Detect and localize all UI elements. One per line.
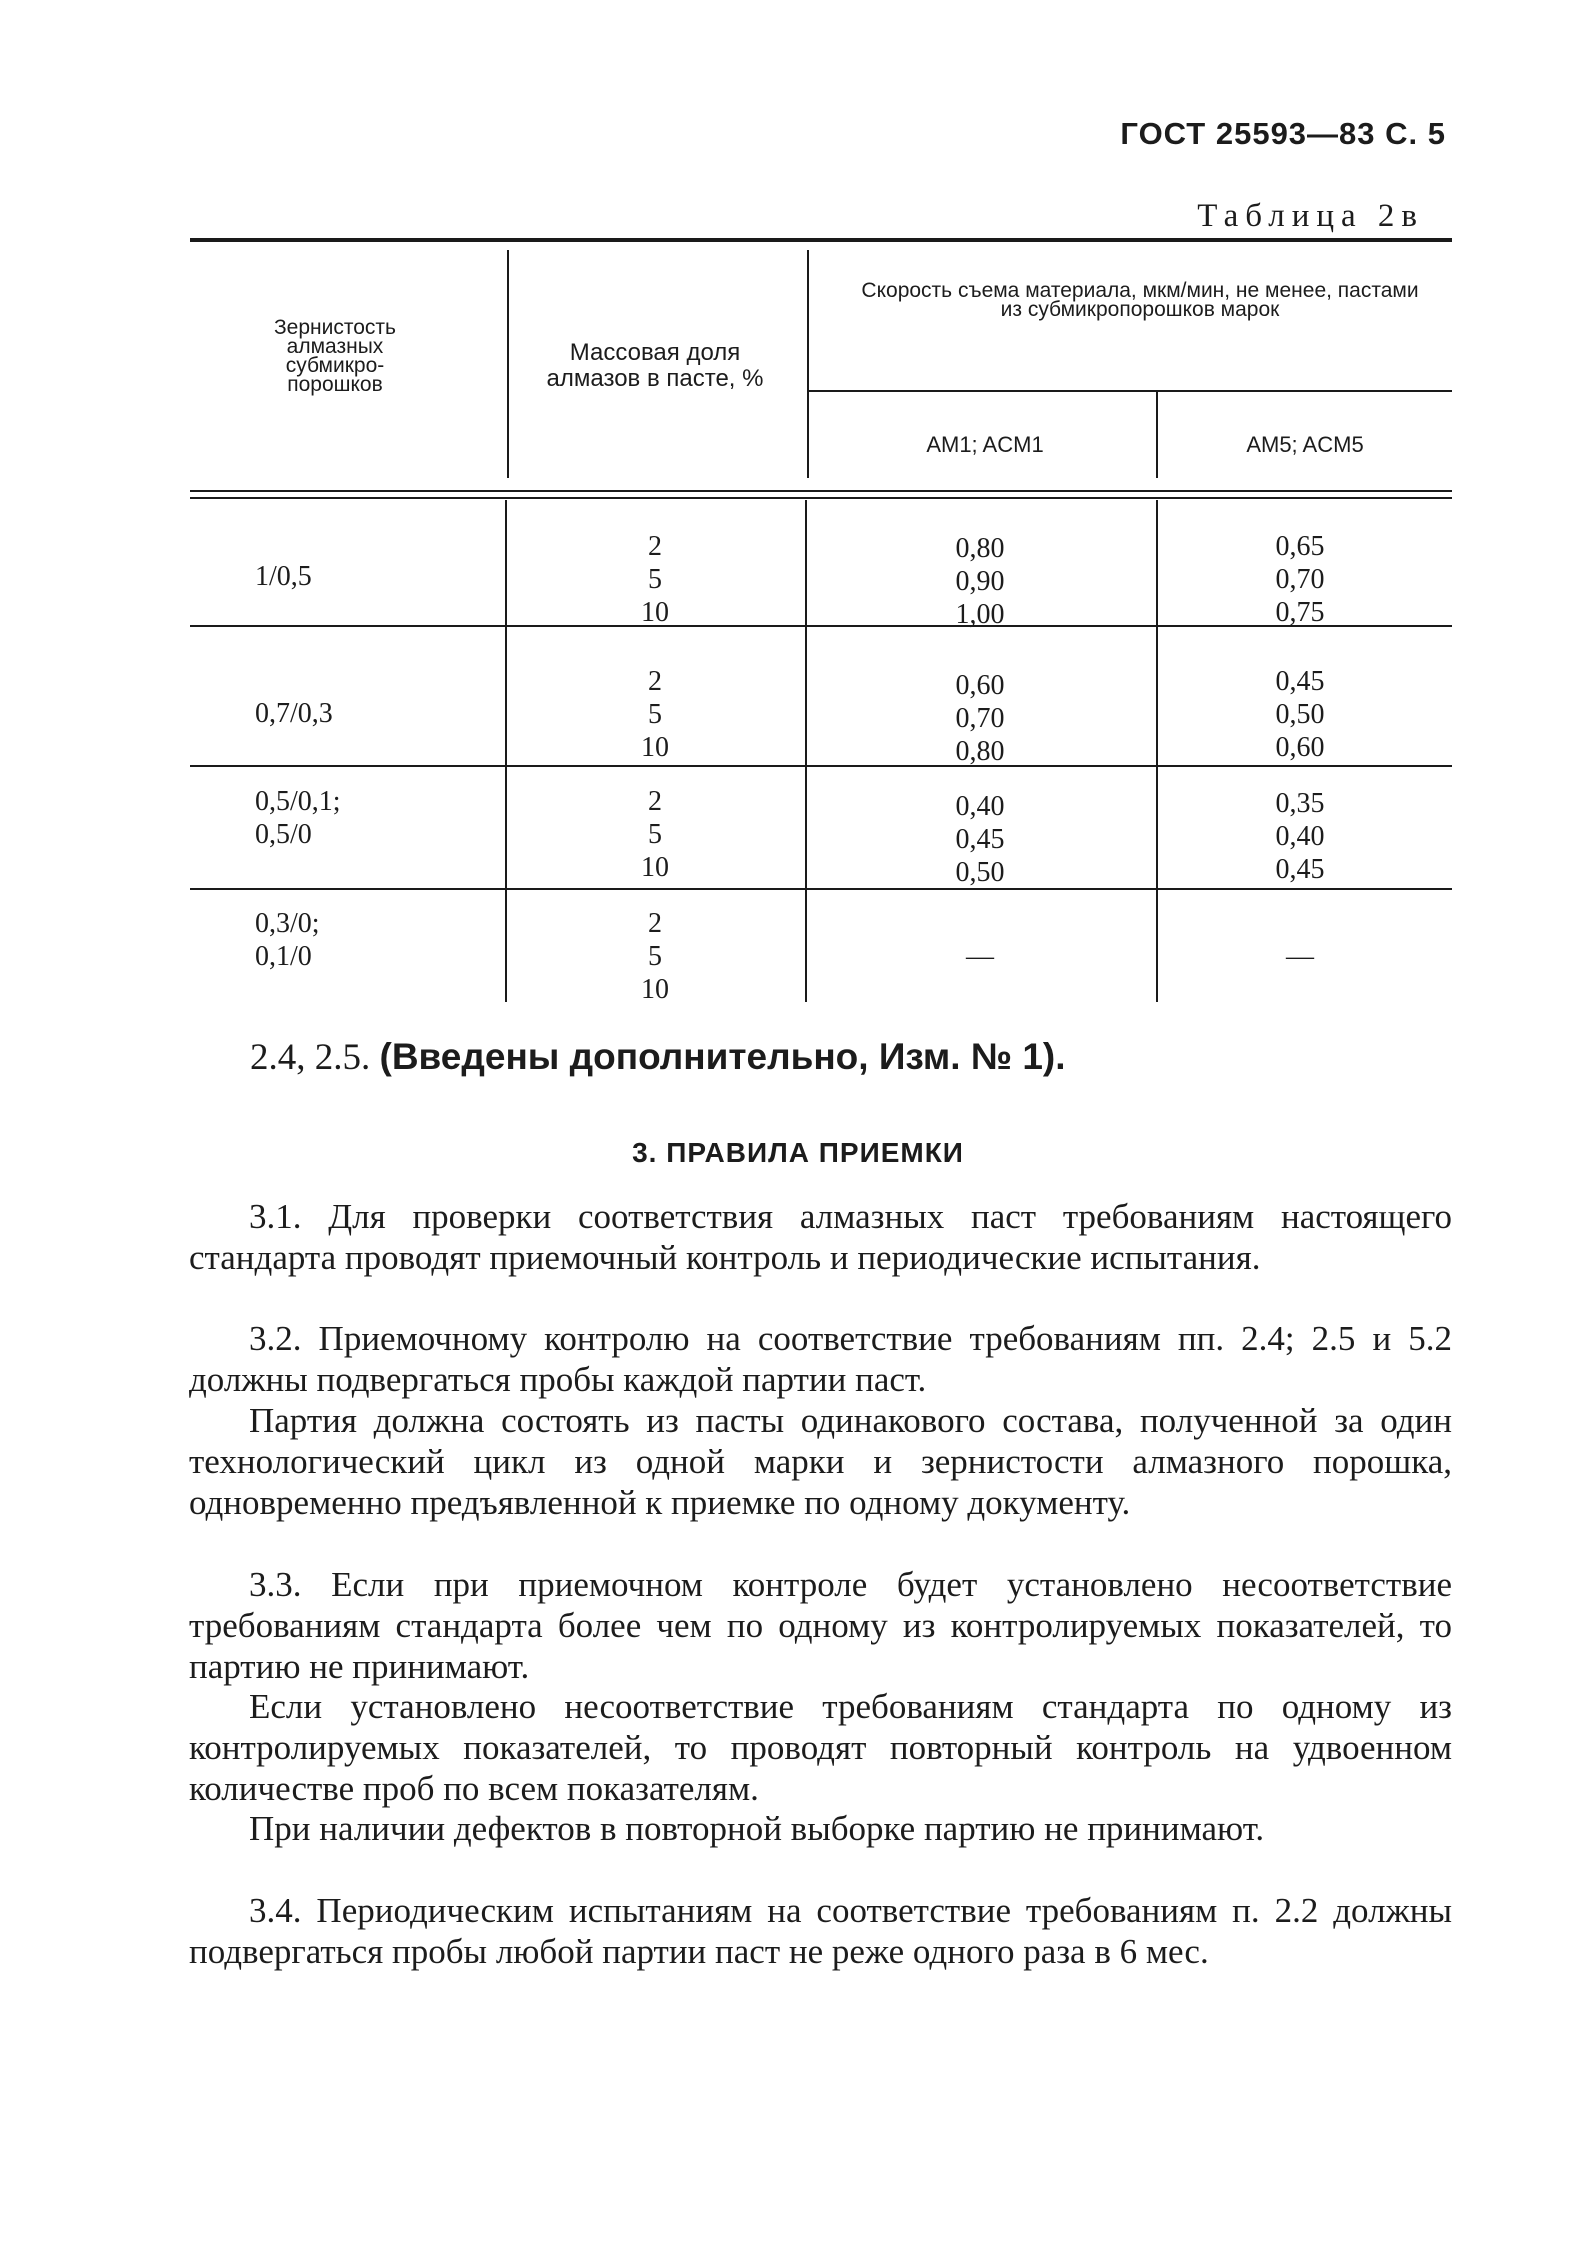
table-cell-am1	[920, 940, 1040, 973]
table-cell-am5	[1240, 530, 1360, 629]
table-value: 0,35	[1275, 788, 1325, 819]
table-value: 0,40	[955, 791, 1005, 822]
paragraph-defects: При наличии дефектов в повторной выборке партию не принимают.	[249, 1809, 1265, 1848]
table-value: 10	[641, 852, 669, 883]
table-cell-am5	[1240, 787, 1360, 886]
table-value: 5	[648, 819, 662, 850]
table-divider	[505, 500, 507, 1002]
table-value: 5	[648, 941, 662, 972]
col-header-grain: Зернистость алмазных субмикро-порошков	[274, 316, 396, 396]
table-cell-mass	[600, 530, 710, 629]
col-header-mass: Массовая доля алмазов в пасте, %	[546, 339, 764, 392]
paragraph-repeat: Если установлено несоответствие требованиям стандарта по одному из контролируемых показателей, то проводят повторный контроль на удвоенном количестве проб по всем показателям.	[189, 1687, 1452, 1808]
table-header-rule	[190, 497, 1452, 499]
table-divider	[807, 250, 809, 478]
paragraph-3-4: 3.4. Периодическим испытаниям на соответствие требованиям п. 2.2 должны подвергаться пробы любой партии паст не реже одного раза в 6 мес.	[189, 1891, 1452, 1971]
page-header: ГОСТ 25593—83 С. 5	[1120, 116, 1446, 151]
note-bold: (Введены дополнительно, Изм. № 1).	[379, 1036, 1066, 1077]
table-value: 10	[641, 597, 669, 628]
table-cell-grain: 0,7/0,3	[255, 698, 333, 729]
table-value: —	[1286, 941, 1314, 972]
table-cell-grain: 1/0,5	[255, 561, 312, 592]
col-header-am1: AM1; ACM1	[926, 432, 1044, 457]
table-divider	[1156, 500, 1158, 1002]
table-cell-mass	[600, 785, 710, 884]
table-value: 0,45	[955, 824, 1005, 855]
table-cell-am5	[1240, 665, 1360, 764]
table-value: 5	[648, 699, 662, 730]
table-value: 0,80	[955, 533, 1005, 564]
table-value: 0,60	[1275, 732, 1325, 763]
table-header-rule	[190, 490, 1452, 492]
amendment-note	[250, 1036, 1066, 1079]
table-cell-grain: 0,3/0; 0,1/0	[255, 908, 320, 972]
table-cell-am1	[920, 790, 1040, 889]
table-value: 0,70	[955, 703, 1005, 734]
table-value: 0,60	[955, 670, 1005, 701]
table-value: —	[966, 941, 994, 972]
col-header-am5: AM5; ACM5	[1246, 432, 1364, 457]
table-value: 0,50	[1275, 699, 1325, 730]
table-value: 0,45	[1275, 854, 1325, 885]
table-cell-grain: 0,5/0,1; 0,5/0	[255, 786, 341, 850]
table-value: 2	[648, 786, 662, 817]
section-title: 3. ПРАВИЛА ПРИЕМКИ	[632, 1137, 964, 1168]
table-cell-mass	[600, 907, 710, 1006]
table-top-rule	[190, 238, 1452, 242]
table-label: Таблица 2в	[1197, 198, 1424, 234]
table-row-divider	[190, 765, 1452, 767]
table-value: 0,70	[1275, 564, 1325, 595]
table-cell-am1	[920, 669, 1040, 768]
table-divider	[507, 250, 509, 478]
table-cell-am1	[920, 532, 1040, 631]
table-value: 0,50	[955, 857, 1005, 888]
table-cell-am5	[1240, 940, 1360, 973]
table-value: 2	[648, 666, 662, 697]
table-value: 0,65	[1275, 531, 1325, 562]
table-divider	[1156, 392, 1158, 478]
paragraph-3-3: 3.3. Если при приемочном контроле будет установлено несоответствие требованиям стандарта более чем по одному из контролируемых показателей, то партию не принимают.	[189, 1565, 1452, 1686]
paragraph-3-1: 3.1. Для проверки соответствия алмазных паст требованиям настоящего стандарта проводят приемочный контроль и периодические испытания.	[189, 1197, 1452, 1277]
table-value: 2	[648, 531, 662, 562]
table-value: 0,45	[1275, 666, 1325, 697]
table-value: 10	[641, 974, 669, 1005]
table-value: 0,90	[955, 566, 1005, 597]
table-value: 0,75	[1275, 597, 1325, 628]
col-header-speed: Скорость съема материала, мкм/мин, не менее, пастами из субмикропорошков марок	[861, 279, 1419, 321]
table-value: 1,00	[955, 599, 1005, 630]
table-value: 2	[648, 908, 662, 939]
table-value: 10	[641, 732, 669, 763]
table-cell-mass	[600, 665, 710, 764]
paragraph-batch: Партия должна состоять из пасты одинакового состава, полученной за один технологический цикл из одной марки и зернистости алмазного порошка, одновременно предъявленной к приемке по одному документу.	[189, 1401, 1452, 1522]
table-value: 0,80	[955, 736, 1005, 767]
table-divider	[805, 500, 807, 1002]
table-value: 5	[648, 564, 662, 595]
table-value: 0,40	[1275, 821, 1325, 852]
paragraph-3-2: 3.2. Приемочному контролю на соответствие требованиям пп. 2.4; 2.5 и 5.2 должны подвергаться пробы каждой партии паст.	[189, 1319, 1452, 1399]
table-divider	[809, 390, 1452, 392]
note-prefix: 2.4, 2.5.	[250, 1037, 380, 1078]
table-row-divider	[190, 888, 1452, 890]
